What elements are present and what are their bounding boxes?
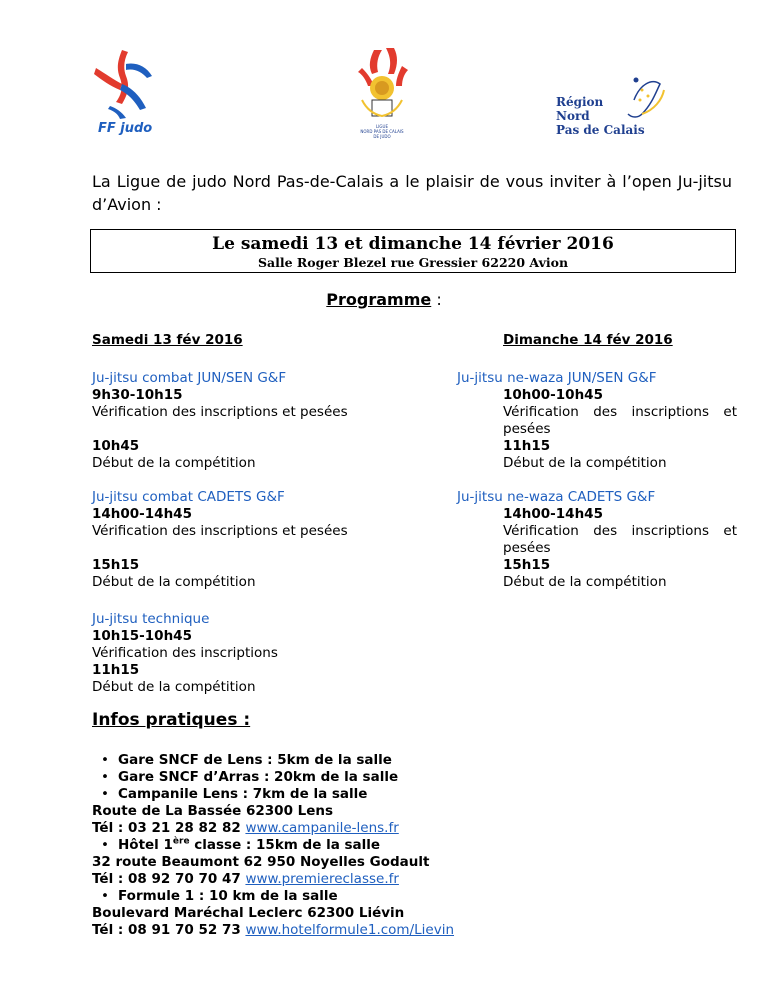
campanile-link[interactable]: www.campanile-lens.fr: [245, 820, 399, 836]
list-item: [92, 786, 652, 803]
event-desc: Début de la compétition: [92, 455, 256, 471]
event-name: Ju-jitsu technique: [92, 611, 210, 627]
region-logo-text-3: Pas de Calais: [556, 123, 645, 137]
event-time: 9h30-10h15: [92, 387, 183, 403]
formule1-link[interactable]: www.hotelformule1.com/Lievin: [245, 922, 455, 938]
hotel-name: Hôtel 1: [118, 837, 173, 853]
event-desc: Vérification des inscriptions et pesées: [92, 404, 348, 420]
formule1-phone: Tél : 08 91 70 52 73: [92, 922, 246, 938]
event-time: 15h15: [92, 557, 140, 573]
hotel-distance: classe : 15km de la salle: [189, 837, 381, 853]
event-time: 10h00-10h45: [503, 387, 603, 403]
event-desc: Vérification des inscriptions et pesées: [503, 404, 737, 437]
info-text: Gare SNCF d’Arras : 20km de la salle: [118, 769, 399, 785]
list-item: [92, 752, 652, 769]
event-name: Ju-jitsu ne-waza CADETS G&F: [457, 489, 656, 505]
hotel-name-sup: ère: [172, 836, 190, 847]
infos-title: Infos pratiques :: [92, 710, 251, 730]
event-desc: Vérification des inscriptions: [92, 645, 278, 661]
list-item: [92, 769, 652, 786]
campanile-phone: Tél : 03 21 28 82 82: [92, 820, 246, 836]
list-item: [92, 837, 652, 854]
region-logo: [556, 70, 666, 142]
event-desc: Début de la compétition: [503, 455, 667, 471]
hotel-phone: Tél : 08 92 70 70 47: [92, 871, 246, 887]
saturday-heading: Samedi 13 fév 2016: [92, 332, 243, 348]
ligue-logo-text-3: DE JUDO: [373, 134, 391, 139]
bullet-icon: •: [101, 837, 109, 853]
saturday-block-2: [92, 489, 392, 591]
bullet-icon: •: [101, 752, 109, 768]
event-desc: Début de la compétition: [503, 574, 667, 590]
region-logo-text-2: Nord: [556, 109, 590, 123]
hotel-link[interactable]: www.premiereclasse.fr: [245, 871, 399, 887]
ffjudo-logo: [92, 46, 162, 136]
programme-title: [0, 290, 768, 309]
formule1-phone-line: [92, 922, 652, 939]
event-time: 10h45: [92, 438, 140, 454]
info-text: Formule 1 : 10 km de la salle: [118, 888, 338, 904]
intro-text: La Ligue de judo Nord Pas-de-Calais a le plaisir de vous inviter à l’open Ju-jitsu d’Avion :: [92, 172, 732, 214]
event-name: Ju-jitsu combat CADETS G&F: [92, 489, 285, 505]
saturday-block-1: [92, 370, 392, 472]
saturday-block-3: [92, 611, 392, 696]
bullet-icon: •: [101, 786, 109, 802]
programme-title-colon: :: [431, 290, 442, 309]
event-time: 14h00-14h45: [92, 506, 192, 522]
event-desc: Début de la compétition: [92, 574, 256, 590]
info-text: [118, 837, 380, 854]
event-name: Ju-jitsu ne-waza JUN/SEN G&F: [457, 370, 657, 386]
campanile-phone-line: [92, 820, 652, 837]
info-text: Gare SNCF de Lens : 5km de la salle: [118, 752, 392, 768]
event-venue: Salle Roger Blezel rue Gressier 62220 Avion: [257, 255, 569, 270]
event-desc: Vérification des inscriptions et pesées: [92, 523, 348, 539]
sunday-heading: Dimanche 14 fév 2016: [503, 332, 673, 348]
hotel-address: 32 route Beaumont 62 950 Noyelles Godault: [92, 854, 430, 870]
programme-title-text: Programme: [326, 290, 432, 309]
region-logo-text-1: Région: [556, 95, 604, 109]
hotel-phone-line: [92, 871, 652, 888]
bullet-icon: •: [101, 888, 109, 904]
event-name: Ju-jitsu combat JUN/SEN G&F: [92, 370, 287, 386]
event-time: 11h15: [92, 662, 140, 678]
formule1-address: Boulevard Maréchal Leclerc 62300 Liévin: [92, 905, 405, 921]
ligue-logo-text-1: LIGUE: [376, 124, 388, 129]
ffjudo-logo-text: FF judo: [98, 121, 153, 136]
event-desc: Vérification des inscriptions et pesées: [503, 523, 737, 556]
ligue-logo-text-2: NORD PAS DE CALAIS: [360, 129, 404, 134]
event-time: 10h15-10h45: [92, 628, 192, 644]
list-item: [92, 888, 652, 905]
event-time: 14h00-14h45: [503, 506, 603, 522]
sunday-block-1: [457, 370, 737, 472]
event-time: 11h15: [503, 438, 551, 454]
event-desc: Début de la compétition: [92, 679, 256, 695]
infos-list: [92, 752, 652, 939]
sunday-block-2: [457, 489, 737, 591]
event-box: [90, 229, 736, 273]
event-title: Le samedi 13 et dimanche 14 février 2016: [212, 234, 614, 254]
campanile-address: Route de La Bassée 62300 Lens: [92, 803, 334, 819]
event-time: 15h15: [503, 557, 551, 573]
info-text: Campanile Lens : 7km de la salle: [118, 786, 368, 802]
ligue-logo: [352, 44, 412, 140]
bullet-icon: •: [101, 769, 109, 785]
